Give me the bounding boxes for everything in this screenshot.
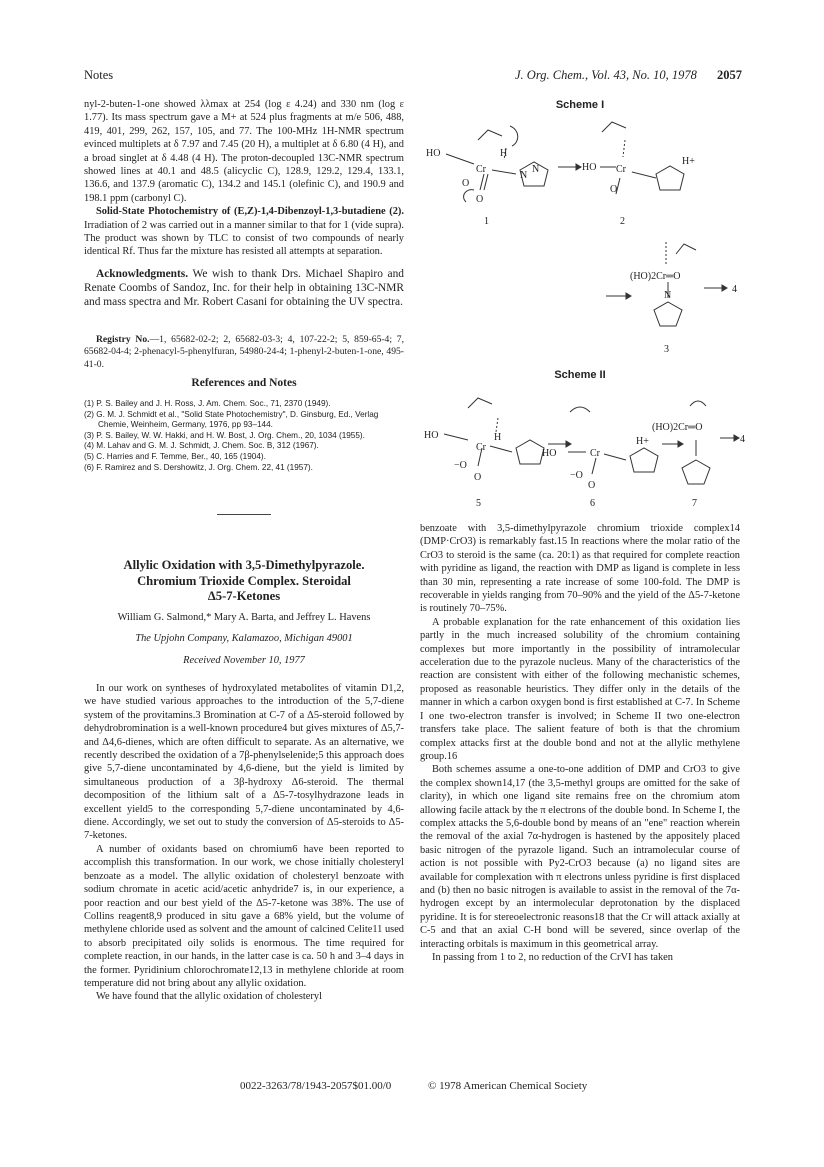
body-paragraph: We have found that the allylic oxidation of cholesteryl: [96, 991, 322, 1003]
reference-item: (4) M. Lahav and G. M. J. Schmidt, J. Chem. Soc. B, 312 (1967).: [84, 441, 319, 451]
bond: [604, 454, 626, 460]
pyrazole-ring: [656, 166, 684, 190]
scheme-1-title: Scheme I: [555, 99, 605, 111]
reaction-arrowhead: [722, 285, 727, 291]
label: HO: [426, 148, 441, 159]
bond: [492, 170, 516, 174]
label: −O: [570, 470, 583, 481]
scheme-1-diagram: [420, 112, 750, 362]
label: (HO)2Cr═O: [630, 271, 681, 282]
label: O: [588, 480, 596, 491]
pyrazole-ring: [630, 448, 658, 472]
article-body-left: [84, 682, 404, 1004]
registry-heading: Registry No.: [96, 334, 150, 345]
label: H+: [636, 436, 649, 447]
photochem-heading: Solid-State Photochemistry of (E,Z)-1,4-Dibenzoyl-1,3-butadiene (2).: [96, 206, 404, 218]
compound-number: 4: [732, 284, 737, 295]
scheme-2-diagram: [420, 382, 750, 510]
label: Cr: [476, 164, 486, 175]
affiliation: The Upjohn Company, Kalamazoo, Michigan 49001: [135, 633, 353, 644]
scheme-2-title: Scheme II: [554, 369, 606, 381]
page-number: 2057: [717, 68, 742, 82]
reference-item: (2) G. M. J. Schmidt et al., "Solid State Photochemistry", D. Ginsburg, Ed., Verlag Chemie, Weinheim, Germany, 1976, pp 93–144.: [84, 409, 379, 430]
curved-arrow: [510, 126, 518, 146]
allyl-radical: [690, 401, 706, 406]
article-title-line: Δ5-7-Ketones: [207, 589, 281, 604]
label: H: [500, 148, 508, 159]
registry-numbers: [84, 334, 404, 371]
compound-number: 7: [692, 498, 697, 509]
article-body-right: [420, 522, 740, 964]
label: −O: [454, 460, 467, 471]
reference-item: (3) P. S. Bailey, W. W. Hakki, and H. W. Bost, J. Org. Chem., 20, 1034 (1955).: [84, 430, 365, 440]
label: (HO)2Cr═O: [652, 422, 703, 433]
reference-item: (1) P. S. Bailey and J. H. Ross, J. Am. Chem. Soc., 71, 2370 (1949).: [84, 399, 331, 408]
reaction-arrowhead: [576, 164, 581, 170]
acknowledgments: [84, 267, 404, 310]
photochem-text: Irradiation of 2 was carried out in a manner similar to that for 1 (vide supra). The product was shown by TLC to consist of two compounds of nearly identical Rf. Thus far the mixture has resisted all attempts at separation.: [84, 219, 404, 258]
allyl-radical: [570, 407, 590, 412]
compound-number: 1: [484, 216, 489, 227]
reaction-arrowhead: [626, 293, 631, 299]
label: O: [610, 184, 618, 195]
reference-item: (6) F. Ramirez and S. Dershowitz, J. Org. Chem. 22, 41 (1957).: [84, 462, 313, 472]
label: N: [532, 164, 540, 175]
ack-heading: Acknowledgments.: [96, 268, 189, 280]
compound-number: 6: [590, 498, 595, 509]
running-head: Notes: [84, 68, 114, 82]
body-paragraph: In passing from 1 to 2, no reduction of the CrVI has taken: [432, 952, 673, 963]
label: H: [494, 432, 502, 443]
body-paragraph: benzoate with 3,5-dimethylpyrazole chromium trioxide complex14 (DMP·CrO3) is remarkably fast.15 In reactions where the molar ratio of the CrO3 to steroid is the same (ca. 20:1) as that required for complete reaction with pyridine as ligand, the reaction with DMP as ligand is complete in less than 30 min, representing a rate increase of some 100-fold. The DMP is recoverable in yields ranging from 70–90% and the yield of the Δ5-7-ketone is routinely 70–75%.: [420, 523, 740, 615]
curved-arrow: [464, 190, 474, 202]
body-paragraph: A number of oxidants based on chromium6 have been reported to accomplish this transformation. In our work, we chose initially cholesteryl benzoate as a model. The allylic oxidation of cholesteryl benzoate with sodium chromate in acetic acid/acetic anhydride7 is, in our experience, a poor reaction and our best yield of the Δ5-7-ketone was 38%. The use of Collins reagent8,9 produced in situ gave a 68% yield, but the volume of methylene chloride used as solvent and the amount of calcined Celite11 used to absorb precipitated oily solids is enormous. The time required for complete reaction, in our hands, in the latter case is ca. 50 h and 3–4 days in the former. Pyridinium chlorochromate12,13 in methylene chloride at room temperature did not bring about any allylic oxidation.: [84, 843, 404, 989]
label: O: [474, 472, 482, 483]
authors: William G. Salmond,* Mary A. Barta, and Jeffrey L. Havens: [117, 612, 371, 623]
pyrazole-ring: [516, 440, 544, 464]
article-title: [84, 558, 404, 605]
compound-number: 2: [620, 216, 625, 227]
label: HO: [542, 448, 557, 459]
pyrazole-ring: [682, 460, 710, 484]
bond: [484, 174, 488, 190]
label: Cr: [616, 164, 626, 175]
nmr-paragraph: nyl-2-buten-1-one showed λλmax at 254 (log ε 4.24) and 330 nm (log ε 1.77). Its mass spectrum gave a M+ at 524 plus fragments at m/e 506, 488, 419, 401, 299, 262, 157, 105, and 77. The 100-MHz 1H-NMR spectrum evinced multiplets at δ 7.97 and 7.45 (20 H), a multiplet at δ 6.80 (4 H), and a broad singlet at δ 4.48 (4 H). The proton-decoupled 13C-NMR spectrum showed lines at 40.1 and 48.5 (alicyclic C), 128.9, 129.2, 129.4, 133.1, 136.6, and 137.9 (aromatic C), 134.2 and 145.1 (olefinic C), and 190.9 and 198.1 ppm (carbonyl C).: [84, 99, 404, 204]
received-date: Received November 10, 1977: [183, 655, 305, 666]
label: O: [476, 194, 484, 205]
article-title-line: Allylic Oxidation with 3,5-Dimethylpyrazole.: [123, 558, 365, 572]
reaction-arrowhead: [678, 441, 683, 447]
ack-text: We wish to thank Drs. Michael Shapiro and Renate Coombs of Sandoz, Inc. for their help in obtaining 13C-NMR and mass spectra and Mr. Robert Casani for obtaining the UV spectra.: [84, 268, 404, 309]
label: Cr: [476, 442, 486, 453]
bond: [496, 418, 498, 432]
label: O: [462, 178, 470, 189]
references-list: [84, 399, 404, 473]
section-divider: [217, 514, 271, 515]
footer-code: 0022-3263/78/1943-2057$01.00/0: [240, 1080, 392, 1092]
alkene-fragment: [468, 398, 492, 408]
label: H+: [682, 156, 695, 167]
references-title: References and Notes: [191, 377, 297, 389]
bond: [632, 172, 656, 178]
alkene-fragment: [602, 122, 626, 132]
registry-text: —1, 65682-02-2; 2, 65682-03-3; 4, 107-22-2; 5, 859-65-4; 7, 65682-04-4; 2-phenacyl-5-phenylfuran, 54980-24-4; 1-phenyl-2-buten-1-one, 495-41-0.: [84, 334, 405, 370]
label: N: [520, 170, 528, 181]
bond: [446, 154, 474, 164]
reaction-arrowhead: [566, 441, 571, 447]
article-title-line: Chromium Trioxide Complex. Steroidal: [137, 573, 351, 588]
compound-number: 5: [476, 498, 481, 509]
body-paragraph: In our work on syntheses of hydroxylated metabolites of vitamin D1,2, we have studied various approaches to the introduction of the 5,7-diene system of the provitamins.3 Bromination at C-7 of a Δ5-steroid followed by dehydrobromination is a well-known procedure4 but gives mixtures of Δ5,7- and Δ4,6-dienes, which are often difficult to separate. As an alternative, we recently described the oxidation of a 7β-phenylselenide;5 this approach does give 5,7-diene uncontaminated by 4,6-diene, but the yield is limited by simultaneous production of a 3β-hydroxy Δ6-steroid. The thermal decomposition of the lithium salt of a Δ5-7-tosylhydrazone leads in excellent yield5 to the corresponding 5,7-diene uncontaminated by 4,6-diene. Accordingly, we set out to study the conversion of Δ5-steroids to Δ5-7-ketones.: [84, 683, 404, 842]
bond: [480, 174, 484, 190]
left-column: [84, 98, 404, 259]
pyrazole-ring: [654, 302, 682, 326]
journal-citation: J. Org. Chem., Vol. 43, No. 10, 1978: [515, 68, 697, 82]
body-paragraph: Both schemes assume a one-to-one addition of DMP and CrO3 to give the complex shown14,17 (the 3,5-methyl groups are omitted for the sake of clarity), in which one ligand site remains free on the chromium atom allowing facile attack by the π electrons of the double bond. In Scheme I, the complex attacks the 5,6-double bond by means of an "ene" reaction wherein the removal of the axial 7α-hydrogen is hastened by the appositely placed basic nitrogen of the pyrazole ligand. Such an intramolecular course of action is not possible with Py2-CrO3 because (a) no ligand sites are available for complexation with π electrons unless pyridine is first displaced and (b) then no basic nitrogen is available to assist in the removal of the 7α-hydrogen except by an intermolecular deprotonation by the displaced pyridine. It is for stereoelectronic reasons18 that the Cr will attack axially at C-5 and that an axial C-H bond will be severed, since overlap of the interacting orbitals is maximum in this geometrical array.: [420, 764, 740, 950]
compound-number: 4: [740, 434, 745, 445]
label: Cr: [590, 448, 600, 459]
label: HO: [424, 430, 439, 441]
alkene-fragment: [478, 130, 502, 140]
reaction-arrowhead: [734, 435, 739, 441]
alkene-fragment: [676, 244, 696, 254]
bond: [623, 140, 625, 157]
bond: [444, 434, 468, 440]
body-paragraph: A probable explanation for the rate enhancement of this oxidation lies partly in the much increased solubility of the chromium containing complexes but more importantly in the possibility of intramolecular acceleration due to the pyrazole nucleus. Many of the characteristics of the reaction are consistent with either of the following mechanistic schemes, proposed as reasonable heuristics. They differ only in the details of the manner in which a carbon oxygen bond is first established at C-7. In Scheme I one two-electron transfer is involved; in Scheme II two one-electron transfers take place. The salient feature of both is that the chromium complex attacks first at the double bond and not at the allylic methylene group.16: [420, 616, 740, 762]
label: HO: [582, 162, 597, 173]
label: N: [664, 290, 672, 301]
bond: [490, 446, 512, 452]
bond: [592, 458, 596, 474]
footer-copyright: © 1978 American Chemical Society: [428, 1080, 588, 1092]
compound-number: 3: [664, 344, 669, 355]
reference-item: (5) C. Harries and F. Temme, Ber., 40, 165 (1904).: [84, 451, 266, 461]
